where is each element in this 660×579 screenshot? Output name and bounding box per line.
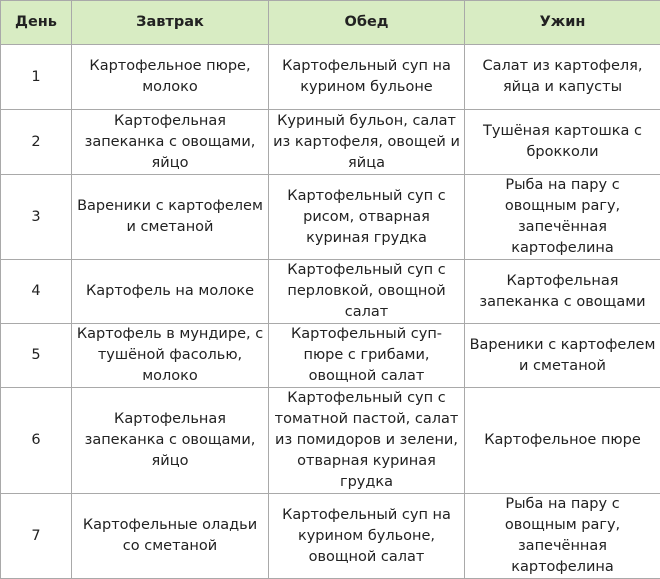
breakfast-cell: Вареники с картофелем и сметаной	[72, 175, 269, 260]
breakfast-cell: Картофельная запеканка с овощами, яйцо	[72, 388, 269, 494]
header-breakfast: Завтрак	[72, 1, 269, 45]
dinner-cell: Картофельное пюре	[465, 388, 660, 494]
breakfast-cell: Картофельные оладьи со сметаной	[72, 494, 269, 579]
breakfast-cell: Картофель в мундире, с тушёной фасолью, молоко	[72, 324, 269, 388]
breakfast-cell: Картофельная запеканка с овощами, яйцо	[72, 110, 269, 175]
lunch-cell: Куриный бульон, салат из картофеля, овощей и яйца	[269, 110, 465, 175]
header-dinner: Ужин	[465, 1, 660, 45]
dinner-cell: Тушёная картошка с брокколи	[465, 110, 660, 175]
table-row	[1, 260, 660, 324]
header-lunch: Обед	[269, 1, 465, 45]
dinner-cell: Салат из картофеля, яйца и капусты	[465, 45, 660, 110]
day-cell: 6	[1, 388, 72, 494]
dinner-cell: Вареники с картофелем и сметаной	[465, 324, 660, 388]
dinner-cell: Рыба на пару с овощным рагу, запечённая картофелина	[465, 175, 660, 260]
header-row	[1, 1, 660, 45]
table-row	[1, 110, 660, 175]
lunch-cell: Картофельный суп с перловкой, овощной салат	[269, 260, 465, 324]
lunch-cell: Картофельный суп на курином бульоне, овощной салат	[269, 494, 465, 579]
table-row	[1, 494, 660, 579]
breakfast-cell: Картофель на молоке	[72, 260, 269, 324]
lunch-cell: Картофельный суп с томатной пастой, салат из помидоров и зелени, отварная куриная грудка	[269, 388, 465, 494]
header-day: День	[1, 1, 72, 45]
day-cell: 2	[1, 110, 72, 175]
lunch-cell: Картофельный суп с рисом, отварная куриная грудка	[269, 175, 465, 260]
table-row	[1, 45, 660, 110]
breakfast-cell: Картофельное пюре, молоко	[72, 45, 269, 110]
table-row	[1, 324, 660, 388]
day-cell: 1	[1, 45, 72, 110]
dinner-cell: Рыба на пару с овощным рагу, запечённая картофелина	[465, 494, 660, 579]
lunch-cell: Картофельный суп-пюре с грибами, овощной салат	[269, 324, 465, 388]
dinner-cell: Картофельная запеканка с овощами	[465, 260, 660, 324]
lunch-cell: Картофельный суп на курином бульоне	[269, 45, 465, 110]
day-cell: 5	[1, 324, 72, 388]
table-row	[1, 175, 660, 260]
day-cell: 4	[1, 260, 72, 324]
table-row	[1, 388, 660, 494]
day-cell: 3	[1, 175, 72, 260]
day-cell: 7	[1, 494, 72, 579]
